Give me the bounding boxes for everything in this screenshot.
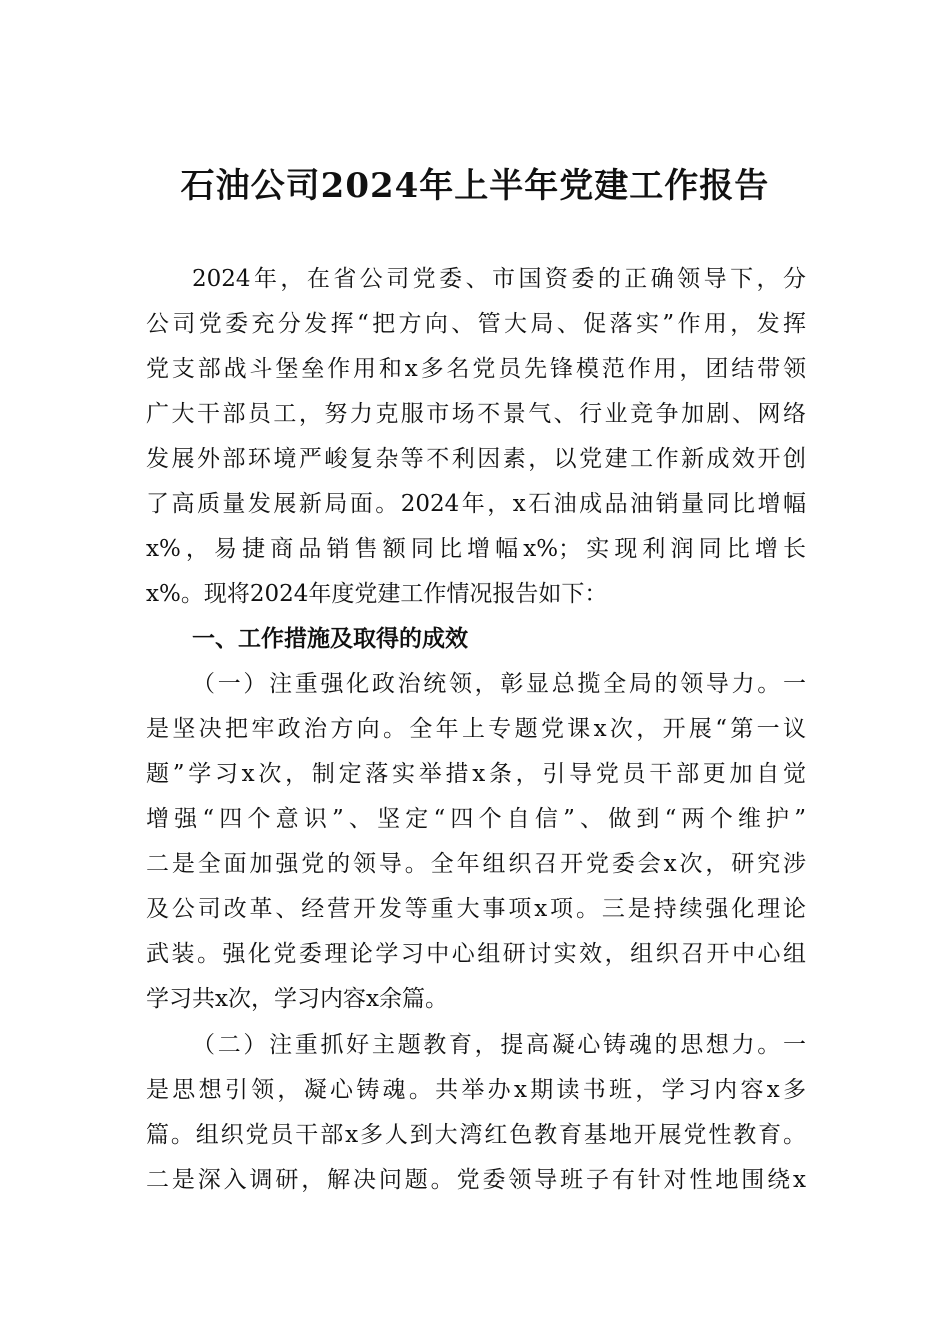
part2-line-2: 是思想引领，凝心铸魂。共举办x期读书班，学习内容x多 [146,1077,806,1103]
intro-line-2: 公司党委充分发挥“把方向、管大局、促落实”作用，发挥 [146,311,806,337]
document-title: 石油公司2024年上半年党建工作报告 [180,166,770,206]
part2-line-1: （二）注重抓好主题教育，提高凝心铸魂的思想力。一 [192,1032,806,1058]
intro-line-7: x%，易捷商品销售额同比增幅x%；实现利润同比增长 [146,536,806,562]
part1-line-2: 是坚决把牢政治方向。全年上专题党课x次，开展“第一议 [146,716,806,742]
section-heading: 一、工作措施及取得的成效 [192,626,468,652]
intro-line-5: 发展外部环境严峻复杂等不利因素，以党建工作新成效开创 [146,446,806,472]
part1-line-8: 学习共x次，学习内容x余篇。 [146,986,448,1012]
part1-line-5: 二是全面加强党的领导。全年组织召开党委会x次，研究涉 [146,851,806,877]
part1-line-4: 增强“四个意识”、坚定“四个自信”、做到“两个维护” [146,806,806,832]
part1-line-1: （一）注重强化政治统领，彰显总揽全局的领导力。一 [192,671,806,697]
part1-line-3: 题”学习x次，制定落实举措x条，引导党员干部更加自觉 [146,761,806,787]
part1-line-7: 武装。强化党委理论学习中心组研讨实效，组织召开中心组 [146,941,806,967]
intro-line-3: 党支部战斗堡垒作用和x多名党员先锋模范作用，团结带领 [146,356,806,382]
intro-line-4: 广大干部员工，努力克服市场不景气、行业竞争加剧、网络 [146,401,806,427]
intro-line-8: x%。现将2024年度党建工作情况报告如下： [146,581,608,607]
part2-line-3: 篇。组织党员干部x多人到大湾红色教育基地开展党性教育。 [146,1122,806,1148]
intro-line-6: 了高质量发展新局面。2024年，x石油成品油销量同比增幅 [146,491,806,517]
part1-line-6: 及公司改革、经营开发等重大事项x项。三是持续强化理论 [146,896,806,922]
part2-line-4: 二是深入调研，解决问题。党委领导班子有针对性地围绕x [146,1167,806,1193]
intro-line-1: 2024年，在省公司党委、市国资委的正确领导下，分 [192,266,806,292]
